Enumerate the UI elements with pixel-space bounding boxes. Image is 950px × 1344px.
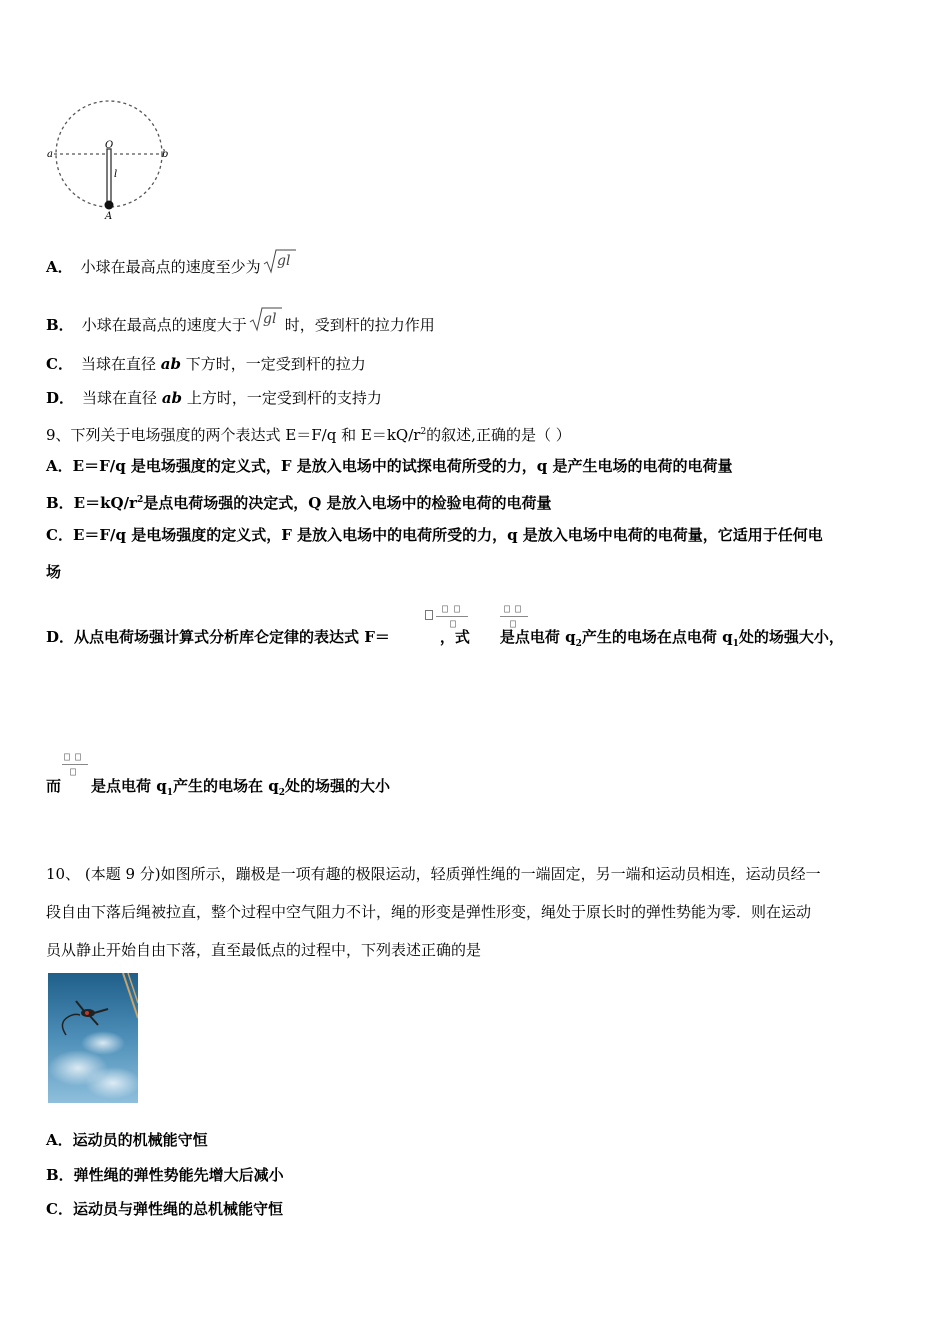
- label-A: A: [105, 211, 113, 222]
- svg-text:gl: gl: [262, 311, 277, 327]
- ball-A: [105, 201, 114, 210]
- q10-stem-line3: 员从静止开始自由下落，直至最低点的过程中，下列表述正确的是: [46, 941, 482, 959]
- q9-option-a: A．E＝F/q 是电场强度的定义式，F 是放入电场中的试探电荷所受的力，q 是产生电场的电荷的电荷量: [46, 457, 733, 475]
- q10-option-b: B．弹性绳的弹性势能先增大后减小: [46, 1166, 284, 1184]
- q9-option-c-line2: 场: [46, 563, 62, 581]
- q10-stem-line2: 段自由下落后绳被拉直，整个过程中空气阻力不计，绳的形变是弹性形变，绳处于原长时的弹性势能为零．则在运动: [46, 903, 812, 921]
- q9-option-d-line1: D．从点电荷场强计算式分析库仑定律的表达式 F＝ ，式 是点电荷 $q_2$产生的电场在点电荷 $q_1$处的场强大小，: [46, 628, 844, 649]
- rod: [107, 149, 111, 206]
- label-a: a: [47, 149, 53, 160]
- q8-option-d: D． 当球在直径 ab 上方时，一定受到杆的支持力: [46, 389, 382, 407]
- q9-option-b: B．$E=kQ/r^2$是点电荷场强的决定式，Q 是放入电场中的检验电荷的电荷量: [46, 494, 552, 512]
- circle-rod-figure: [44, 98, 174, 223]
- q10-stem-line1: 10、 (本题 9 分)如图所示，蹦极是一项有趣的极限运动，轻质弹性绳的一端固定，另一端和运动员相连，运动员经一: [46, 865, 821, 883]
- svg-text:gl: gl: [276, 253, 291, 269]
- q9-stem: 9、下列关于电场强度的两个表达式 E＝F/q 和 $E=kQ/r^2$的叙述,正确的是（ ）: [46, 426, 571, 444]
- label-O: O: [105, 140, 114, 151]
- sqrt-gl-formula: [263, 248, 297, 274]
- q10-option-a: A．运动员的机械能守恒: [46, 1131, 208, 1149]
- q10-option-c: C．运动员与弹性绳的总机械能守恒: [46, 1200, 283, 1218]
- bungee-jumper-photo: [48, 973, 138, 1103]
- sqrt-gl-formula: [249, 306, 283, 332]
- label-b: b: [162, 149, 169, 160]
- q8-option-c: C． 当球在直径 ab 下方时，一定受到杆的拉力: [46, 355, 366, 373]
- label-l: l: [114, 169, 118, 180]
- q8-option-a: A． 小球在最高点的速度至少为 gl: [46, 248, 299, 277]
- q9-option-c-line1: C．E＝F/q 是电场强度的定义式，F 是放入电场中的电荷所受的力，q 是放入电场中电荷的电荷量，它适用于任何电: [46, 526, 823, 544]
- q9-option-d-line2: 而 是点电荷 $q_1$产生的电场在 $q_2$处的场强的大小: [46, 777, 390, 798]
- q8-option-b: B． 小球在最高点的速度大于 gl 时，受到杆的拉力作用: [46, 306, 435, 335]
